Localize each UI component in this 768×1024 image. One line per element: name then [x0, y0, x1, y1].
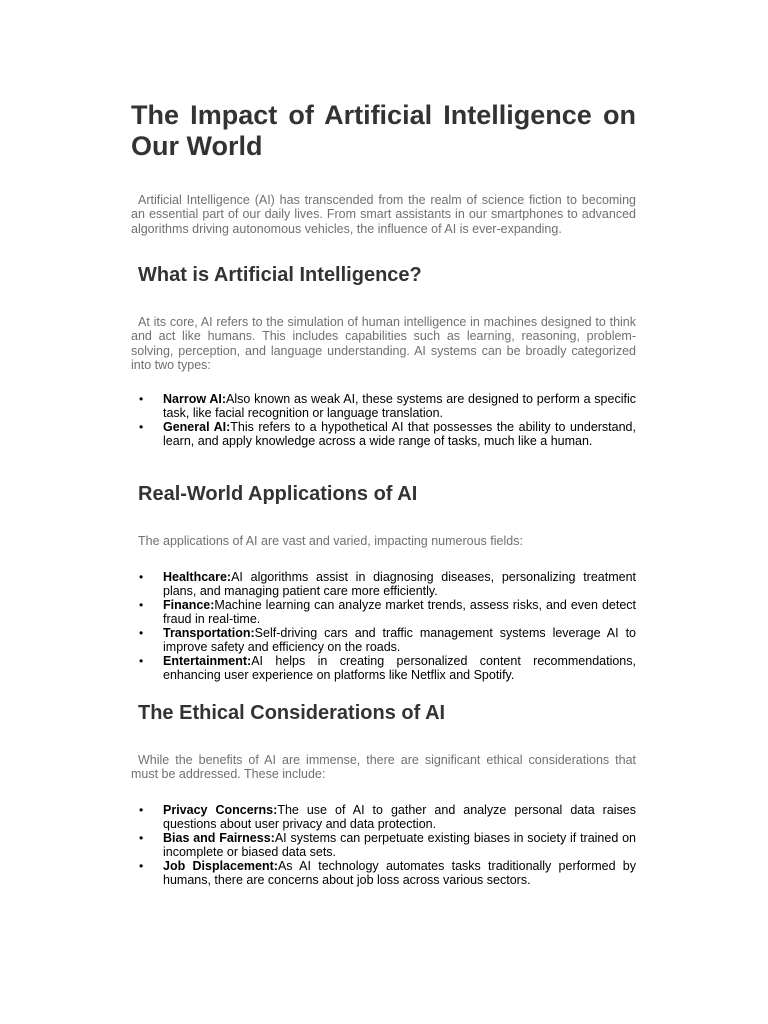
bullet-icon: • — [139, 859, 144, 873]
bullet-icon: • — [139, 392, 144, 406]
bullet-icon: • — [139, 803, 144, 817]
bullet-icon: • — [139, 654, 144, 668]
list-item-term: Bias and Fairness: — [163, 831, 275, 845]
bullet-list-applications — [131, 570, 636, 682]
list-item-term: Entertainment: — [163, 654, 252, 668]
list-item-term: Job Displacement: — [163, 859, 278, 873]
bullet-icon: • — [139, 831, 144, 845]
bullet-list-ethics — [131, 803, 636, 887]
list-item-text: AI algorithms assist in diagnosing diseases, personalizing treatment plans, and managing patient care more efficiently. — [163, 570, 636, 598]
list-item — [131, 570, 636, 598]
list-item-text: AI systems can perpetuate existing biases in society if trained on incomplete or biased data sets. — [163, 831, 636, 859]
list-item-text: The use of AI to gather and analyze personal data raises questions about user privacy and data protection. — [163, 803, 636, 831]
section-paragraph-applications: The applications of AI are vast and varied, impacting numerous fields: — [138, 534, 523, 548]
list-item — [131, 626, 636, 654]
bullet-icon: • — [139, 420, 144, 434]
list-item — [131, 859, 636, 887]
list-item-term: General AI: — [163, 420, 231, 434]
section-heading-ethics: The Ethical Considerations of AI — [138, 702, 446, 724]
list-item-term: Narrow AI: — [163, 392, 227, 406]
list-item-text: This refers to a hypothetical AI that possesses the ability to understand, learn, and apply knowledge across a wide range of tasks, much like a human. — [163, 420, 636, 448]
list-item-text: AI helps in creating personalized content recommendations, enhancing user experience on platforms like Netflix and Spotify. — [163, 654, 636, 682]
bullet-list-ai-types — [131, 392, 636, 448]
intro-paragraph: Artificial Intelligence (AI) has transcended from the realm of science fiction to becoming an essential part of our daily lives. From smart assistants in our smartphones to advanced algorithms driving autonomous vehicles, the influence of AI is ever-expanding. — [131, 193, 636, 236]
bullet-icon: • — [139, 570, 144, 584]
document-title: The Impact of Artificial Intelligence on Our World — [131, 100, 636, 161]
list-item-text: Machine learning can analyze market trends, assess risks, and even detect fraud in real-time. — [163, 598, 636, 626]
list-item — [131, 598, 636, 626]
list-item — [131, 654, 636, 682]
list-item-term: Transportation: — [163, 626, 255, 640]
bullet-icon: • — [139, 598, 144, 612]
section-paragraph-ethics: While the benefits of AI are immense, there are significant ethical considerations that must be addressed. These include: — [131, 753, 636, 782]
list-item — [131, 831, 636, 859]
list-item-text: Self-driving cars and traffic management systems leverage AI to improve safety and efficiency on the roads. — [163, 626, 636, 654]
list-item-text: As AI technology automates tasks traditionally performed by humans, there are concerns about job loss across various sectors. — [163, 859, 637, 887]
section-heading-applications: Real-World Applications of AI — [138, 483, 418, 505]
list-item — [131, 420, 636, 448]
bullet-icon: • — [139, 626, 144, 640]
list-item-term: Finance: — [163, 598, 215, 612]
list-item — [131, 803, 636, 831]
list-item-text: Also known as weak AI, these systems are designed to perform a specific task, like facial recognition or language translation. — [163, 392, 636, 420]
section-paragraph-what-is-ai: At its core, AI refers to the simulation of human intelligence in machines designed to think and act like humans. This includes capabilities such as learning, reasoning, problem-solving, perception, and language understanding. AI systems can be broadly categorized into two types: — [131, 315, 636, 373]
section-heading-what-is-ai: What is Artificial Intelligence? — [138, 264, 422, 286]
list-item — [131, 392, 636, 420]
list-item-term: Privacy Concerns: — [163, 803, 278, 817]
list-item-term: Healthcare: — [163, 570, 232, 584]
